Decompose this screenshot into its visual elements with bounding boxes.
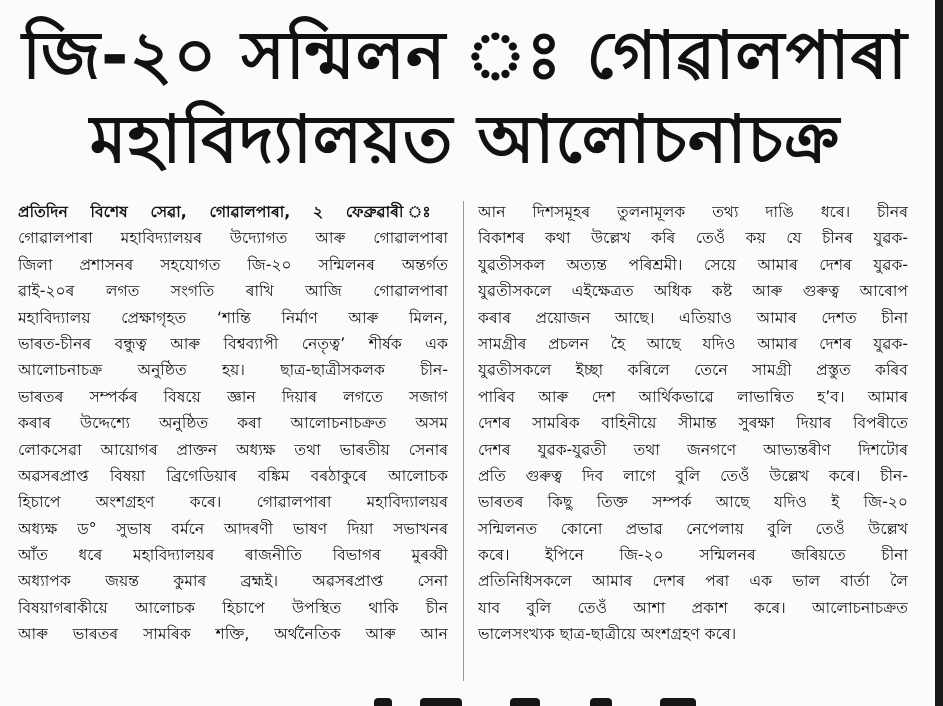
article-column-right <box>478 199 908 648</box>
article-line: হিচাপে অংশগ্ৰহণ কৰে। গোৱালপাৰা মহাবিদ্যালয়ৰ <box>18 493 448 512</box>
article-line: সন্মিলনত কোনো প্ৰভাৱ নেপেলায় বুলি তেওঁ উল্লেখ <box>478 519 908 538</box>
article-line: যুৱতীসকলে এইক্ষেত্ৰত অধিক কষ্ট আৰু গুৰুত্ব আৰোপ <box>478 282 908 301</box>
article-line: কৰাৰ উদ্দেশ্যে অনুষ্ঠিত কৰা আলোচনাচক্ৰত অসম <box>18 414 448 433</box>
article-line-last: ভালেসংখ্যক ছাত্ৰ-ছাত্ৰীয়ে অংশগ্ৰহণ কৰে। <box>478 625 737 644</box>
article-line: দেশৰ যুৱক-যুৱতী তথা জনগণে আভ্যন্তৰীণ দিশটোৰ <box>478 440 908 459</box>
article-line: কৰে। ইপিনে জি-২০ সন্মিলনৰ জৰিয়তে চীনা <box>478 546 908 565</box>
article-line: প্ৰতিনিধিসকলে আমাৰ দেশৰ পৰা এক ভাল বাৰ্তা লৈ <box>478 572 908 591</box>
cropped-glyph <box>660 698 696 706</box>
article-line: আঁত ধৰে মহাবিদ্যালয়ৰ ৰাজনীতি বিভাগৰ মুৰব্বী <box>18 546 448 565</box>
article-line: অধ্যাপক জয়ন্ত কুমাৰ ব্ৰহ্মই। অৱসৰপ্ৰাপ্ত সেনা <box>18 572 448 591</box>
article-line: পাৰিব আৰু দেশ আৰ্থিকভাৱে লাভান্বিত হ’ব। আমাৰ <box>478 387 908 406</box>
article-line: আৰু ভাৰতৰ সামৰিক শক্তি, অৰ্থনৈতিক আৰু আন <box>18 625 448 644</box>
article-line: লোকসেৱা আয়োগৰ প্ৰাক্তন অধ্যক্ষ তথা ভাৰতীয় সেনাৰ <box>18 440 448 459</box>
article-line: গোৱালপাৰা মহাবিদ্যালয়ৰ উদ্যোগত আৰু গোৱালপাৰা <box>18 229 448 248</box>
article-line: ভাৰতৰ সম্পৰ্কৰ বিষয়ে জ্ঞান দিয়াৰ লগতে সজাগ <box>18 387 448 406</box>
article-line: ভাৰত-চীনৰ বন্ধুত্ব আৰু বিশ্বব্যাপী নেতৃত্ব’ শীৰ্ষক এক <box>18 334 448 353</box>
cropped-glyph <box>374 698 392 706</box>
article-line: আন দিশসমূহৰ তুলনামূলক তথ্য দাঙি ধৰে। চীনৰ <box>478 203 908 221</box>
article-column-left <box>18 199 448 648</box>
page-edge-shadow <box>935 0 943 706</box>
article-line: মহাবিদ্যালয় প্ৰেক্ষাগৃহত ‘শান্তি নিৰ্মাণ আৰু মিলন, <box>18 308 448 327</box>
cropped-glyph <box>590 698 612 706</box>
cropped-glyph <box>510 698 540 706</box>
cropped-glyph <box>420 698 462 706</box>
headline-line-2: মহাবিদ্যালয়ত আলোচনাচক্ৰ <box>89 101 841 178</box>
article-line: ৱাই-২০ৰ লগত সংগতি ৰাখি আজি গোৱালপাৰা <box>18 282 448 301</box>
article-line: ভাৰতৰ কিছু তিক্ত সম্পৰ্ক আছে যদিও ই জি-২০ <box>478 493 908 512</box>
column-divider <box>463 201 464 681</box>
article-line: কৰাৰ প্ৰয়োজন আছে। এতিয়াও আমাৰ দেশত চীনা <box>478 308 908 327</box>
article-line: যাব বুলি তেওঁ আশা প্ৰকাশ কৰে। আলোচনাচক্ৰত <box>478 598 908 617</box>
next-headline-fragment <box>360 690 720 706</box>
article-dateline: প্ৰতিদিন বিশেষ সেৱা, গোৱালপাৰা, ২ ফেব্ৰুৱাৰী ঃ <box>18 203 448 221</box>
article-line: অৱসৰপ্ৰাপ্ত বিষয়া ব্ৰিগেডিয়াৰ বঙ্কিম বৰঠাকুৰে আলোচক <box>18 466 448 485</box>
article-line: বিকাশৰ কথা উল্লেখ কৰি তেওঁ কয় যে চীনৰ যুৱক- <box>478 229 908 248</box>
article-body <box>18 199 928 685</box>
article-line: যুৱতীসকলে ইচ্ছা কৰিলে তেনে সামগ্ৰী প্ৰস্তুত কৰিব <box>478 361 908 380</box>
headline-line-1: জি-২০ সন্মিলন ঃ গোৱালপাৰা <box>22 17 908 94</box>
article-line: দেশৰ সামৰিক বাহিনীয়ে সীমান্ত সুৰক্ষা দিয়াৰ বিপৰীতে <box>478 414 908 433</box>
article-line: বিষয়াগৰাকীয়ে আলোচক হিচাপে উপস্থিত থাকি চীন <box>18 598 448 617</box>
article-line: জিলা প্ৰশাসনৰ সহযোগত জি-২০ সন্মিলনৰ অন্তৰ্গত <box>18 255 448 274</box>
article-line: প্ৰতি গুৰুত্ব দিব লাগে বুলি তেওঁ উল্লেখ কৰে। চীন- <box>478 466 908 485</box>
article-line: যুৱতীসকল অত্যন্ত পৰিশ্ৰমী। সেয়ে আমাৰ দেশৰ যুৱক- <box>478 255 908 274</box>
article-line: সামগ্ৰীৰ প্ৰচলন হৈ আছে যদিও আমাৰ দেশৰ যুৱক- <box>478 334 908 353</box>
article-line: আলোচনাচক্ৰ অনুষ্ঠিত হয়। ছাত্ৰ-ছাত্ৰীসকলক চীন- <box>18 361 448 380</box>
article-line: অধ্যক্ষ ড° সুভাষ বৰ্মনে আদৰণী ভাষণ দিয়া সভাখনৰ <box>18 519 448 538</box>
